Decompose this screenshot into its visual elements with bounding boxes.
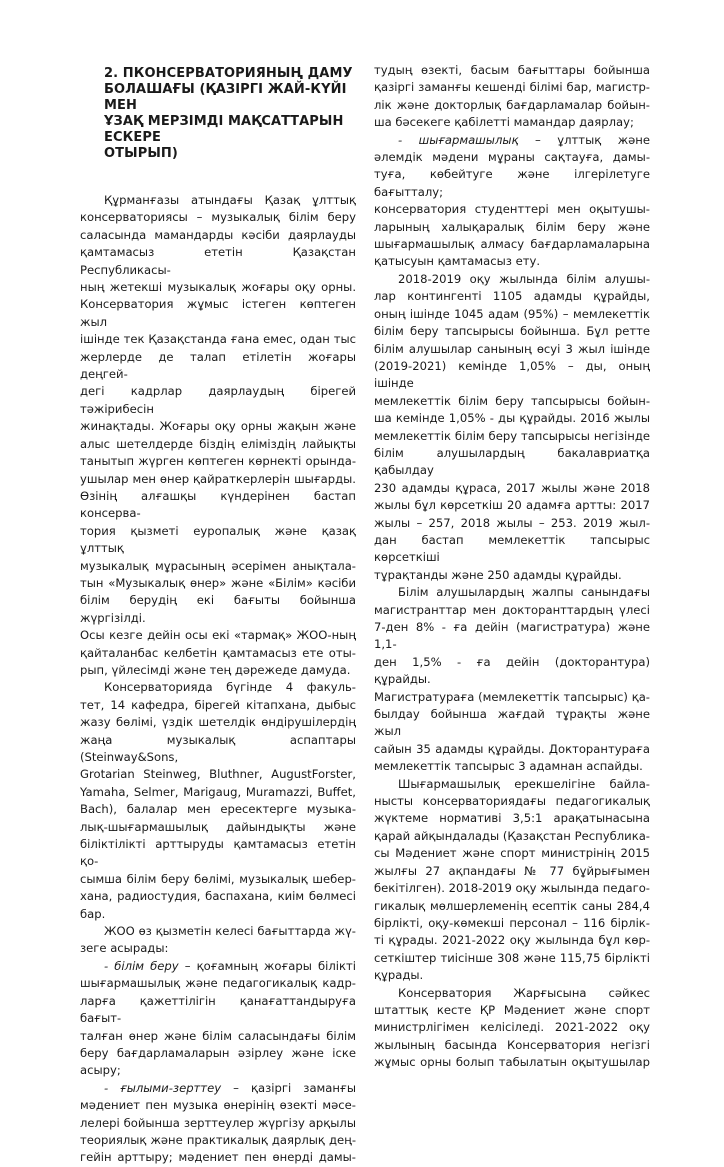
text-line: бірлікті, оқу-көмекші персонал – 116 бірлік- bbox=[374, 915, 650, 930]
text-line: тудың өзекті, басым бағыттары бойынша bbox=[374, 63, 650, 77]
text-line: саласында мамандарды кәсіби даярлауды bbox=[80, 227, 356, 242]
text-line: жұмыс орны болып табылатын оқытушылар bbox=[374, 1055, 650, 1070]
text-line: мемлекеттік білім беру тапсырысы бойын- bbox=[374, 393, 650, 408]
text-line: мемлекеттік білім беру тапсырысы негізінде bbox=[374, 428, 650, 443]
text-line: министрлігімен келісіледі. 2021-2022 оқу bbox=[374, 1020, 650, 1035]
bullet-text: – ұлттық және bbox=[518, 132, 650, 147]
text-line: зеге асырады: bbox=[80, 941, 169, 956]
bullet-term: - шығармашылық bbox=[398, 132, 519, 147]
text-line: Құрманғазы атындағы Қазақ ұлттық bbox=[104, 193, 356, 207]
text-line: былдау бойынша жағдай тұрақты және жыл bbox=[374, 707, 650, 739]
text-line: дегі кадрлар даярлаудың бірегей тәжірибесін bbox=[80, 384, 356, 416]
paragraph-workload bbox=[374, 776, 650, 985]
bullet-term: - ғылыми-зерттеу bbox=[104, 1080, 222, 1095]
text-line: теориялық және практикалық даярлық дең- bbox=[80, 1132, 356, 1147]
text-line: ішінде тек Қазақстанда ғана емес, одан тыс bbox=[80, 332, 356, 347]
text-line: бар. bbox=[80, 906, 106, 921]
text-line: ша кемінде 1,05% - ды құрайды. 2016 жылы bbox=[374, 411, 650, 426]
heading-line: ҰЗАҚ МЕРЗІМДІ МАҚСАТТАРЫН ЕСКЕРЕ bbox=[104, 114, 344, 145]
bullet-research bbox=[80, 1080, 356, 1167]
text-line: қайталанбас келбетін қамтамасыз ете оты- bbox=[80, 645, 356, 660]
text-line: лелері бойынша зерттеулер жүргізу арқылы bbox=[80, 1115, 356, 1130]
text-line: шығармашылық және педагогикалық кадр- bbox=[80, 976, 356, 991]
text-line: лар контингенті 1105 адамды құрайды, bbox=[374, 289, 650, 304]
text-line: шығармашылық алмасу бағдарламаларына bbox=[374, 237, 650, 252]
text-line: ларының халықаралық білім беру және bbox=[374, 219, 650, 234]
text-line: музыкалық мұрасының әсерімен анықтала- bbox=[80, 558, 356, 573]
bullet-research-continued bbox=[374, 62, 650, 132]
text-line: ушылар мен өнер қайраткерлерін шығарды. bbox=[80, 471, 356, 486]
text-line: сеткіштер тиісінше 308 және 115,75 бірлікті bbox=[374, 950, 650, 965]
text-line: тет, 14 кафедра, бірегей кітапхана, дыбыс bbox=[80, 697, 356, 712]
text-line: құрады. bbox=[374, 968, 424, 983]
text-line: гикалық мөлшерлеменің есептік саны 284,4 bbox=[374, 898, 650, 913]
text-line: қатысуын қамтамасыз ету. bbox=[374, 254, 541, 269]
text-line: оның ішінде 1045 адам (95%) – мемлекеттік bbox=[374, 306, 650, 321]
paragraph-contingent bbox=[374, 271, 650, 584]
text-line: 230 адамды құраса, 2017 жылы және 2018 bbox=[374, 480, 650, 495]
paragraph-staffing bbox=[374, 985, 650, 1072]
text-line: ден 1,5% - ға дейін (докторантура) құрайды. bbox=[374, 654, 650, 687]
text-line: рып, үйлесімді және тең дәрежеде дамуда. bbox=[80, 662, 351, 677]
text-line: білім берудің екі бағыты бойынша жүргізілді. bbox=[80, 593, 356, 625]
text-line: ЖОО өз қызметін келесі бағыттарда жү- bbox=[104, 924, 356, 939]
text-line: жинақтады. Жоғары оқу орны жақын және bbox=[80, 419, 356, 434]
text-line: Консерватория Жарғысына сәйкес bbox=[398, 985, 650, 1000]
text-line: (2019-2021) кемінде 1,05% – ды, оның ішінде bbox=[374, 358, 650, 391]
text-line: талған өнер және білім саласындағы білім bbox=[80, 1028, 356, 1043]
text-line: жылы – 257, 2018 жылы – 253. 2019 жыл- bbox=[374, 515, 650, 530]
text-line bbox=[374, 132, 650, 149]
heading-line: 2. ПКОНСЕРВАТОРИЯНЫҢ ДАМУ bbox=[104, 66, 353, 81]
text-line: Осы кезге дейін осы екі «тармақ» ЖОО-ның bbox=[80, 628, 356, 643]
text-line: жылының басында Консерватория негізгі bbox=[374, 1037, 650, 1052]
text-line: лік және докторлық бағдарламалар бойын- bbox=[374, 97, 650, 112]
text-line bbox=[80, 1080, 356, 1097]
text-line: 2018-2019 оқу жылында білім алушы- bbox=[398, 271, 650, 286]
text-line: Магистратураға (мемлекеттік тапсырыс) қа- bbox=[374, 689, 650, 704]
bullet-creative bbox=[374, 132, 650, 271]
text-line: жазу бөлімі, үздік шетелдік өндірушілердің bbox=[80, 715, 356, 730]
text-line: әлемдік мәдени мұраны сақтауға, дамы- bbox=[374, 150, 650, 165]
text-line: гейін арттыру; мәдениет пен өнерді дамы- bbox=[80, 1150, 356, 1165]
text-line: білім беру тапсырысы бойынша. Бұл ретте bbox=[374, 324, 650, 339]
paragraph-graduate-share bbox=[374, 584, 650, 775]
text-line: ларға қажеттілігін қанағаттандыруға бағыт- bbox=[80, 993, 356, 1026]
text-line: беру бағдарламаларын әзірлеу және іске bbox=[80, 1045, 356, 1060]
text-line: мәдениет пен музыка өнерінің өзекті мәсе- bbox=[80, 1098, 356, 1113]
text-line: ті құрады. 2021-2022 оқу жылында бұл көр- bbox=[374, 933, 650, 948]
text-line: алыс шетелдерде біздің еліміздің лайықты bbox=[80, 436, 356, 451]
text-line: Bach), балалар мен ересектерге музыка- bbox=[80, 802, 356, 817]
text-line: Өзінің алғашқы күндерінен бастап консерва- bbox=[80, 488, 356, 521]
text-line: сайын 35 адамды құрайды. Докторантураға bbox=[374, 741, 650, 756]
text-line: Консерватория жұмыс істеген көптеген жыл bbox=[80, 297, 356, 329]
text-line: жерлерде де талап етілетін жоғары деңгей- bbox=[80, 349, 356, 382]
text-line: білім алушылар санының өсуі 3 жыл ішінде bbox=[374, 341, 650, 356]
text-line: жылғы 27 ақпандағы № 77 бұйрығымен bbox=[374, 863, 650, 878]
text-line: тория қызметі еуропалық және қазақ ұлттық bbox=[80, 523, 356, 556]
text-line: консерваториясы – музыкалық білім беру bbox=[80, 210, 356, 225]
heading-line: БОЛАШАҒЫ (ҚАЗІРГІ ЖАЙ-КҮЙІ МЕН bbox=[104, 82, 347, 113]
paragraph-intro bbox=[80, 192, 356, 679]
text-line: Yamaha, Selmer, Marigaug, Muramazzi, Buffet, bbox=[80, 784, 356, 799]
text-line: біліктілікті арттыруды қамтамасыз ететін қо- bbox=[80, 837, 356, 869]
text-line: білім алушылардың бакалавриатқа қабылдау bbox=[374, 445, 650, 478]
text-line: жаңа музыкалық аспаптары (Steinway&Sons, bbox=[80, 732, 356, 764]
text-line: сы Мәдениет және спорт министрінің 2015 bbox=[374, 846, 650, 861]
text-line: ның жетекші музыкалық жоғары оқу орны. bbox=[80, 280, 356, 295]
bullet-term: - білім беру bbox=[104, 958, 179, 973]
text-line: консерватория студенттері мен оқытушы- bbox=[374, 202, 650, 217]
paragraph-directions bbox=[80, 923, 356, 958]
text-line: лық-шығармашылық дайындықты және bbox=[80, 819, 356, 834]
text-line: қарай айқындалады (Қазақстан Республика- bbox=[374, 828, 650, 843]
text-line: бекітілген). 2018-2019 оқу жылында педаго- bbox=[374, 881, 650, 896]
bullet-text: – қазіргі заманғы bbox=[221, 1080, 356, 1095]
text-line: ша бәсекеге қабілетті мамандар даярлау; bbox=[374, 115, 634, 130]
text-line: жылы бұл көрсеткіш 20 адамға артты: 2017 bbox=[374, 498, 650, 513]
text-line: Шығармашылық ерекшелігіне байла- bbox=[398, 776, 650, 791]
text-line: штаттық кесте ҚР Мәдениет және спорт bbox=[374, 1002, 650, 1017]
text-line: Консерваторияда бүгінде 4 факуль- bbox=[104, 680, 356, 695]
text-line: нысты консерваториядағы педагогикалық bbox=[374, 794, 650, 809]
text-line: тын «Музыкалық өнер» және «Білім» кәсіби bbox=[80, 575, 356, 590]
text-line: Grotarian Steinweg, Bluthner, AugustForster, bbox=[80, 767, 356, 782]
text-line: қамтамасыз ететін Қазақстан Республикасы- bbox=[80, 245, 356, 277]
text-line: 7-ден 8% - ға дейін (магистратура) және 1,1- bbox=[374, 620, 650, 652]
text-line: тұрақтанды және 250 адамды құрайды. bbox=[374, 567, 622, 582]
text-line bbox=[80, 958, 356, 975]
section-heading bbox=[104, 66, 356, 192]
bullet-education bbox=[80, 958, 356, 1080]
bullet-text: – қоғамның жоғары білікті bbox=[178, 958, 356, 973]
right-column bbox=[374, 62, 650, 1072]
text-line: туға, көбейтуге және ілгерілетуге бағытталу; bbox=[374, 167, 650, 199]
left-column bbox=[80, 62, 356, 1167]
paragraph-facilities bbox=[80, 679, 356, 923]
heading-line: ОТЫРЫП) bbox=[104, 146, 178, 161]
text-line: Білім алушылардың жалпы санындағы bbox=[398, 585, 650, 600]
text-line: магистранттар мен докторанттардың үлесі bbox=[374, 602, 650, 617]
text-line: жүктеме нормативі 3,5:1 арақатынасына bbox=[374, 811, 650, 826]
text-line: мемлекеттік тапсырыс 3 адамнан аспайды. bbox=[374, 759, 643, 774]
text-line: сымша білім беру бөлімі, музыкалық шебер- bbox=[80, 871, 356, 886]
text-line: танытып жүрген көптеген көрнекті орында- bbox=[80, 454, 356, 469]
text-line: хана, радиостудия, баспахана, киім бөлмесі bbox=[80, 889, 356, 904]
text-line: қазіргі заманғы кешенді білімі бар, магистр- bbox=[374, 80, 650, 95]
text-line: асыру; bbox=[80, 1063, 121, 1078]
text-line: дан бастап мемлекеттік тапсырыс көрсеткіші bbox=[374, 532, 650, 565]
